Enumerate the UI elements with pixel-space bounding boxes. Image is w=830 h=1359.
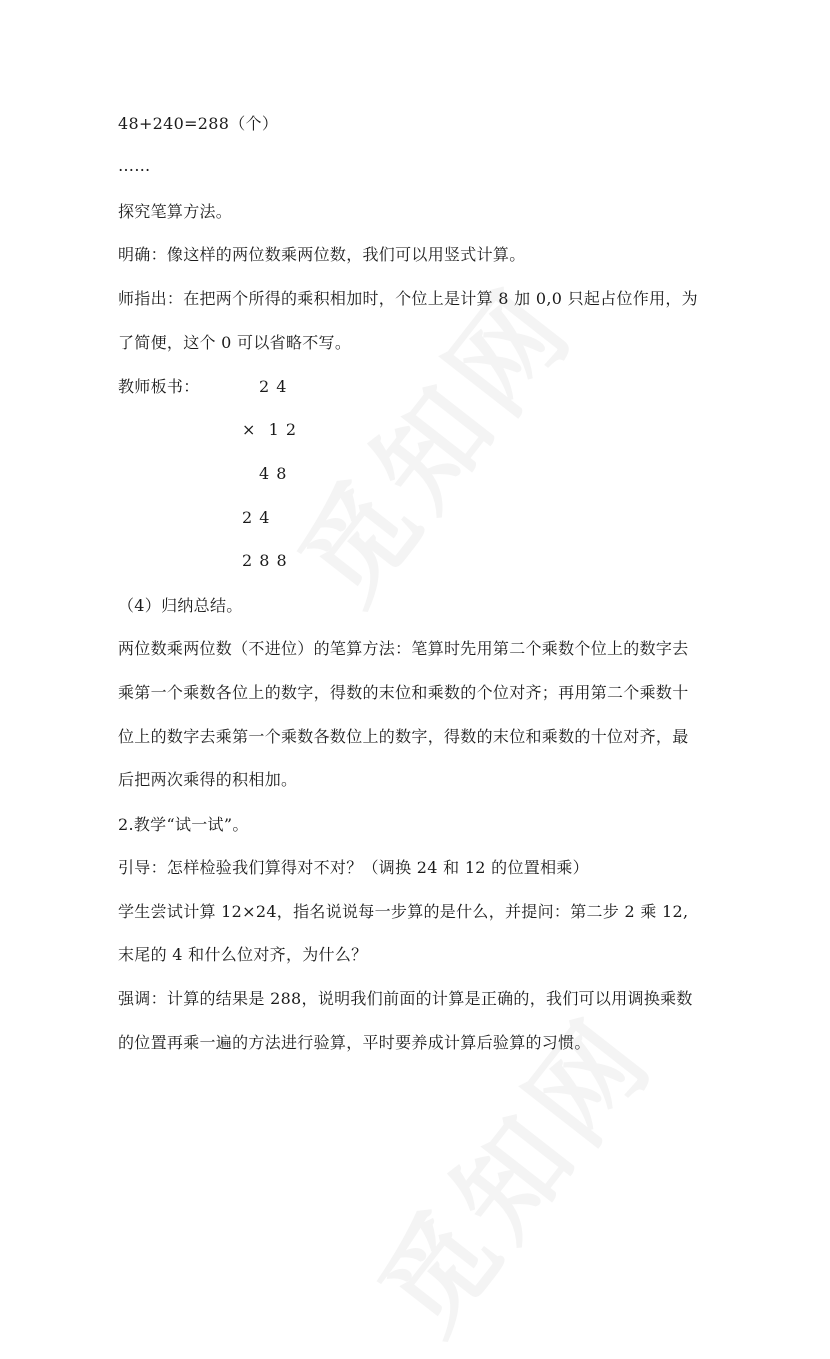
- text-line: 2.教学“试一试”。: [118, 815, 249, 834]
- calc-multiplicand: 2 4: [259, 377, 288, 396]
- text-line: 学生尝试计算 12×24，指名说说每一步算的是什么，并提问：第二步 2 乘 12,: [118, 902, 689, 921]
- text-line: 乘第一个乘数各位上的数字，得数的末位和乘数的个位对齐；再用第二个乘数十: [118, 683, 689, 702]
- text-line: 探究笔算方法。: [118, 202, 233, 221]
- text-line: 师指出：在把两个所得的乘积相加时，个位上是计算 8 加 0,0 只起占位作用，为: [118, 289, 698, 308]
- calc-partial-product-1: 4 8: [259, 464, 288, 483]
- text-line: 48+240=288（个）: [118, 114, 279, 133]
- text-line: 的位置再乘一遍的方法进行验算，平时要养成计算后验算的习惯。: [118, 1033, 591, 1052]
- calc-result: 2 8 8: [242, 551, 288, 570]
- text-line: ……: [118, 156, 151, 175]
- text-line: 明确：像这样的两位数乘两位数，我们可以用竖式计算。: [118, 245, 526, 264]
- text-line: （4）归纳总结。: [118, 596, 243, 615]
- text-line: 后把两次乘得的积相加。: [118, 770, 298, 789]
- text-line: 末尾的 4 和什么位对齐，为什么？: [118, 945, 368, 964]
- text-line: 两位数乘两位数（不进位）的笔算方法：笔算时先用第二个乘数个位上的数字去: [118, 639, 689, 658]
- calc-multiplier: × 1 2: [242, 420, 298, 439]
- text-line: 引导：怎样检验我们算得对不对？（调换 24 和 12 的位置相乘）: [118, 858, 589, 877]
- text-line: 位上的数字去乘第一个乘数各数位上的数字，得数的末位和乘数的十位对齐，最: [118, 727, 689, 746]
- text-line: 教师板书：: [118, 377, 200, 396]
- calc-partial-product-2: 2 4: [242, 508, 271, 527]
- text-line: 强调：计算的结果是 288，说明我们前面的计算是正确的，我们可以用调换乘数: [118, 989, 693, 1008]
- text-line: 了简便，这个 0 可以省略不写。: [118, 333, 352, 352]
